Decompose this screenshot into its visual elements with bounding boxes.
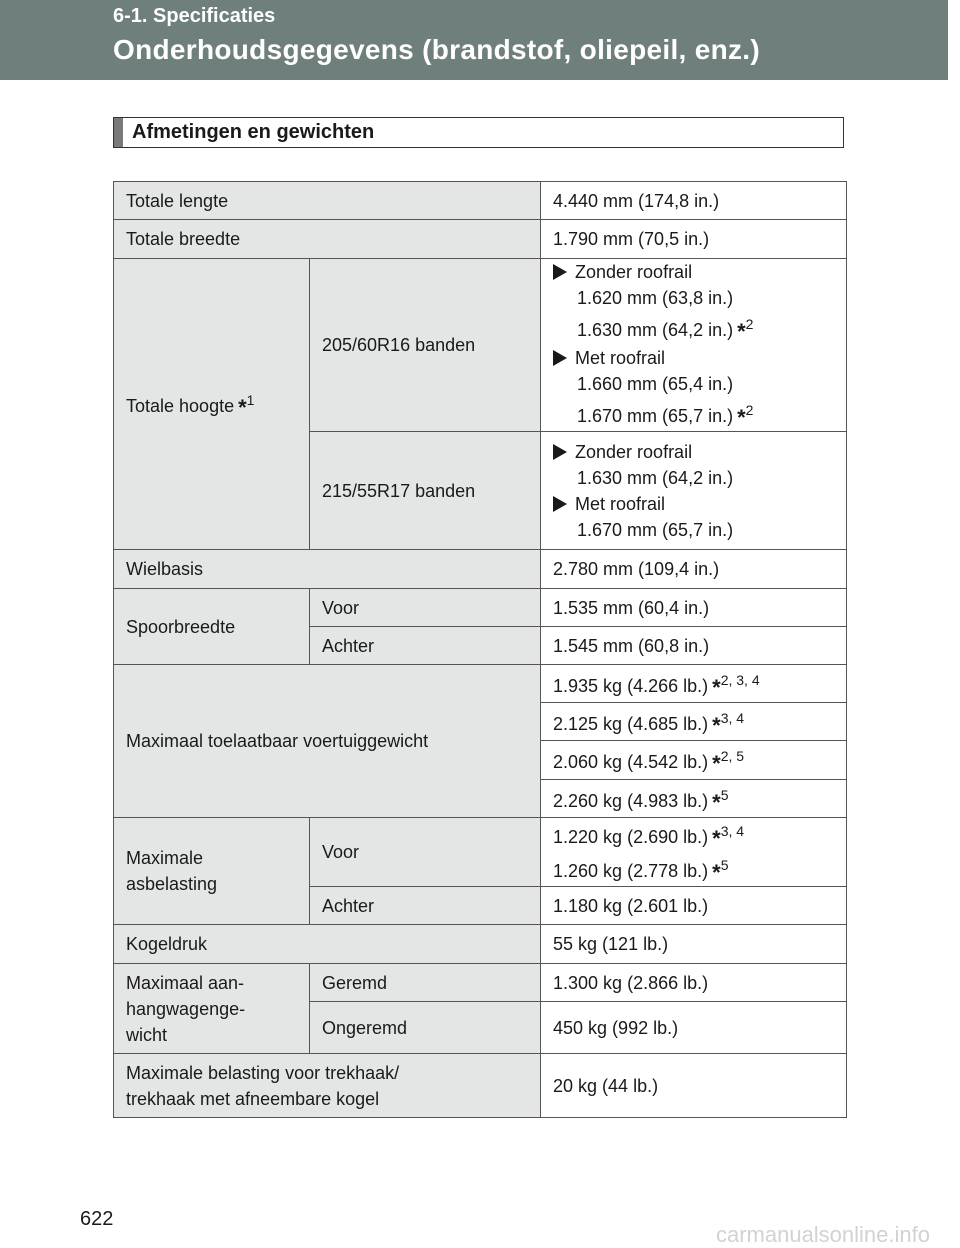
trailer-label-line: wicht bbox=[126, 1024, 168, 1045]
footnote-star: * bbox=[737, 405, 746, 430]
footnote-number: 2 bbox=[745, 402, 754, 418]
value-line bbox=[553, 852, 834, 886]
bullet-item bbox=[553, 259, 834, 285]
value-line: 1.660 mm (65,4 in.) bbox=[577, 374, 734, 394]
footnote-number: 3, 4 bbox=[720, 823, 745, 839]
footnote-star: * bbox=[712, 789, 721, 815]
bullet-label: Met roofrail bbox=[575, 493, 666, 514]
subheading-title: Afmetingen en gewichten bbox=[132, 121, 375, 143]
footnote-star: * bbox=[712, 826, 721, 851]
table-row bbox=[114, 665, 847, 703]
axle-front-values bbox=[541, 818, 847, 887]
value-line: 1.670 mm (65,7 in.) bbox=[577, 519, 734, 540]
towbar-label bbox=[114, 1054, 541, 1118]
table-row bbox=[114, 964, 847, 1002]
towbar-label-line: trekhaak met afneembare kogel bbox=[126, 1088, 380, 1109]
gvw-value-3 bbox=[541, 741, 847, 780]
section-label: 6-1. Specificaties bbox=[113, 5, 276, 27]
trailer-unbraked-label: Ongeremd bbox=[310, 1002, 541, 1054]
total-height-label bbox=[114, 259, 310, 550]
watermark: carmanualsonline.info bbox=[715, 1222, 930, 1247]
footnote-number: 1 bbox=[246, 392, 255, 408]
footnote-star: * bbox=[712, 860, 721, 885]
value-text: 2.260 kg (4.983 lb.) bbox=[553, 790, 709, 811]
value-text: 2.125 kg (4.685 lb.) bbox=[553, 713, 709, 734]
tire-215-label: 215/55R17 banden bbox=[310, 432, 541, 550]
towbar-value: 20 kg (44 lb.) bbox=[541, 1054, 847, 1118]
table-row bbox=[114, 818, 847, 887]
tire-205-values bbox=[541, 259, 847, 432]
value-text: 1.935 kg (4.266 lb.) bbox=[553, 675, 709, 696]
value-line: 1.620 mm (63,8 in.) bbox=[577, 288, 734, 308]
total-height-label-text: Totale hoogte bbox=[126, 396, 235, 416]
page-number: 622 bbox=[80, 1208, 114, 1230]
footnote-number: 5 bbox=[720, 857, 729, 873]
wheelbase-value: 2.780 mm (109,4 in.) bbox=[541, 550, 847, 589]
trailer-label-line: Maximaal aan- bbox=[126, 972, 245, 993]
table-row bbox=[114, 182, 847, 220]
table-row bbox=[114, 925, 847, 964]
spec-table bbox=[113, 181, 847, 1118]
bullet-item bbox=[553, 345, 834, 371]
footnote-star: * bbox=[737, 319, 746, 344]
table-row bbox=[114, 259, 847, 432]
gvw-value-4 bbox=[541, 780, 847, 818]
value-line bbox=[553, 397, 834, 431]
bullet-triangle-icon bbox=[553, 264, 567, 280]
bullet-label: Zonder roofrail bbox=[575, 441, 693, 462]
trailer-unbraked-value: 450 kg (992 lb.) bbox=[541, 1002, 847, 1054]
total-length-label: Totale lengte bbox=[114, 182, 541, 220]
total-width-label-text: Totale breedte bbox=[126, 229, 241, 249]
axle-rear-value: 1.180 kg (2.601 lb.) bbox=[541, 887, 847, 925]
bullet-triangle-icon bbox=[553, 444, 567, 460]
wheelbase-label: Wielbasis bbox=[114, 550, 541, 589]
trailer-label bbox=[114, 964, 310, 1054]
gvw-value-1 bbox=[541, 665, 847, 703]
track-front-label: Voor bbox=[310, 589, 541, 627]
total-width-value: 1.790 mm (70,5 in.) bbox=[541, 220, 847, 259]
trailer-braked-label: Geremd bbox=[310, 964, 541, 1002]
value-text: 1.630 mm (64,2 in.) bbox=[577, 320, 734, 340]
trailer-braked-value: 1.300 kg (2.866 lb.) bbox=[541, 964, 847, 1002]
bullet-item bbox=[553, 491, 834, 517]
table-row bbox=[114, 1054, 847, 1118]
footnote-star: * bbox=[712, 751, 721, 776]
value-line: 1.630 mm (64,2 in.) bbox=[577, 467, 734, 488]
track-front-value: 1.535 mm (60,4 in.) bbox=[541, 589, 847, 627]
axle-label-line: Maximale bbox=[126, 848, 204, 868]
footnote-number: 3, 4 bbox=[720, 709, 745, 726]
axle-label-line: asbelasting bbox=[126, 874, 218, 894]
table-row bbox=[114, 550, 847, 589]
total-width-label bbox=[114, 220, 541, 259]
axle-front-label: Voor bbox=[310, 818, 541, 887]
axle-rear-label: Achter bbox=[310, 887, 541, 925]
footnote-number: 2 bbox=[745, 316, 754, 332]
towbar-label-line: Maximale belasting voor trekhaak/ bbox=[126, 1062, 400, 1083]
trailer-label-line: hangwagenge- bbox=[126, 998, 246, 1019]
tire-215-values bbox=[541, 432, 847, 550]
footnote-number: 2, 3, 4 bbox=[720, 671, 760, 688]
bullet-item bbox=[553, 439, 834, 465]
gvw-label: Maximaal toelaatbaar voertuiggewicht bbox=[114, 665, 541, 818]
table-row bbox=[114, 589, 847, 627]
gvw-value-2 bbox=[541, 703, 847, 741]
table-row bbox=[114, 220, 847, 259]
tire-205-label: 205/60R16 banden bbox=[310, 259, 541, 432]
footnote-star: * bbox=[712, 712, 721, 738]
bullet-label: Zonder roofrail bbox=[575, 262, 693, 282]
subheading-box bbox=[113, 117, 844, 148]
footnote-number: 2, 5 bbox=[720, 748, 745, 764]
value-text: 2.060 kg (4.542 lb.) bbox=[553, 752, 709, 772]
total-length-value: 4.440 mm (174,8 in.) bbox=[541, 182, 847, 220]
value-line bbox=[553, 818, 834, 852]
value-text: 1.670 mm (65,7 in.) bbox=[577, 406, 734, 426]
subheading-bar bbox=[114, 118, 123, 147]
value-line bbox=[553, 311, 834, 345]
track-rear-label: Achter bbox=[310, 627, 541, 665]
ball-load-value: 55 kg (121 lb.) bbox=[541, 925, 847, 964]
footnote-star: * bbox=[238, 395, 247, 420]
bullet-triangle-icon bbox=[553, 350, 567, 366]
track-label: Spoorbreedte bbox=[114, 589, 310, 665]
value-text: 1.260 kg (2.778 lb.) bbox=[553, 861, 709, 881]
page-title: Onderhoudsgegevens (brandstof, oliepeil, enz.) bbox=[113, 34, 760, 65]
chapter-header bbox=[0, 0, 948, 80]
track-rear-value: 1.545 mm (60,8 in.) bbox=[541, 627, 847, 665]
value-text: 1.220 kg (2.690 lb.) bbox=[553, 827, 709, 847]
footnote-number: 5 bbox=[720, 786, 729, 803]
footnote-star: * bbox=[712, 674, 721, 700]
ball-load-label: Kogeldruk bbox=[114, 925, 541, 964]
bullet-label: Met roofrail bbox=[575, 348, 666, 368]
bullet-triangle-icon bbox=[553, 496, 567, 512]
axle-label bbox=[114, 818, 310, 925]
